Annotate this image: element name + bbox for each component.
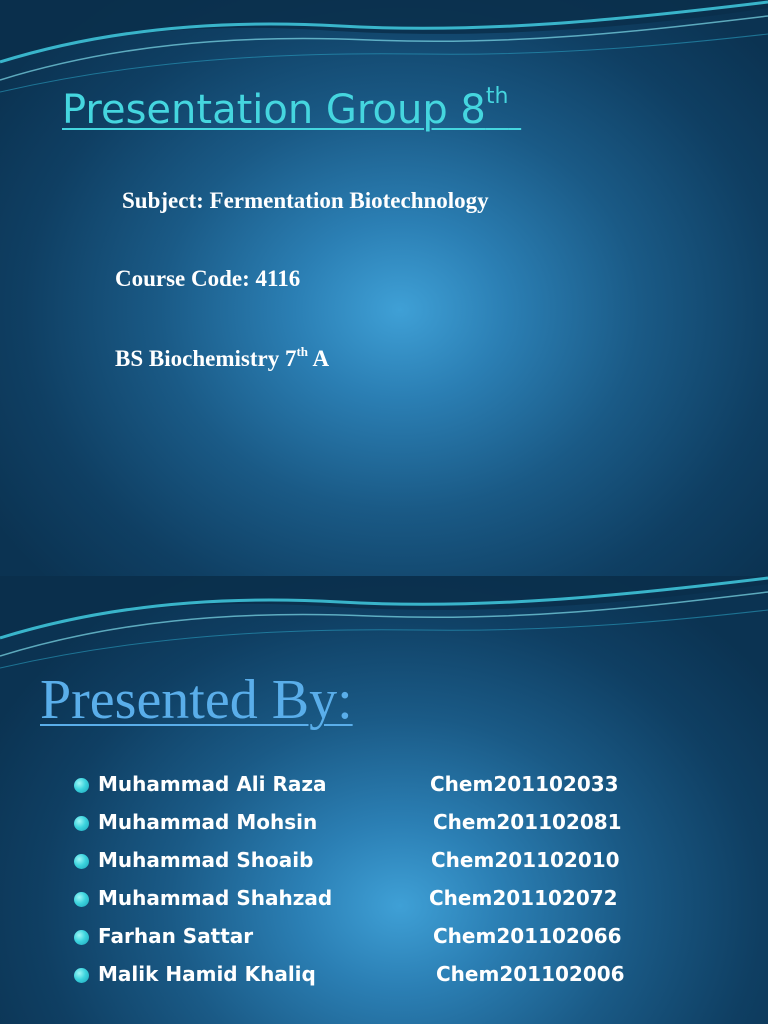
course-code-line: Course Code: 4116: [115, 266, 301, 291]
list-item: [74, 962, 694, 1000]
presentation-title: [62, 84, 521, 133]
bullet-dot-icon: [74, 930, 89, 945]
program-line: [115, 344, 329, 372]
slide-presenters: [0, 576, 768, 1024]
member-name: Farhan Sattar: [98, 924, 254, 948]
list-item: [74, 848, 694, 886]
bullet-dot-icon: [74, 854, 89, 869]
program-superscript: th: [296, 344, 309, 359]
presentation-title-text: Presentation Group 8: [62, 87, 486, 133]
bullet-dot-icon: [74, 892, 89, 907]
bullet-dot-icon: [74, 816, 89, 831]
subject-line: Subject: Fermentation Biotechnology: [122, 188, 489, 213]
wave-decoration: [0, 576, 768, 676]
member-id: Chem201102006: [436, 962, 625, 986]
member-name: Muhammad Shahzad: [98, 886, 333, 910]
bullet-dot-icon: [74, 778, 89, 793]
list-item: [74, 810, 694, 848]
member-name: Malik Hamid Khaliq: [98, 962, 316, 986]
member-list: [74, 772, 694, 1000]
member-id: Chem201102033: [430, 772, 619, 796]
list-item: [74, 886, 694, 924]
member-name: Muhammad Ali Raza: [98, 772, 327, 796]
program-prefix: BS Biochemistry 7: [115, 346, 297, 371]
bullet-dot-icon: [74, 968, 89, 983]
member-id: Chem201102010: [431, 848, 620, 872]
list-item: [74, 924, 694, 962]
list-item: [74, 772, 694, 810]
presented-by-heading: Presented By:: [40, 669, 353, 731]
program-suffix: A: [308, 346, 330, 371]
member-id: Chem201102066: [433, 924, 622, 948]
member-id: Chem201102081: [433, 810, 622, 834]
member-id: Chem201102072: [429, 886, 618, 910]
member-name: Muhammad Shoaib: [98, 848, 314, 872]
presentation-title-superscript: th: [485, 84, 509, 109]
member-name: Muhammad Mohsin: [98, 810, 318, 834]
